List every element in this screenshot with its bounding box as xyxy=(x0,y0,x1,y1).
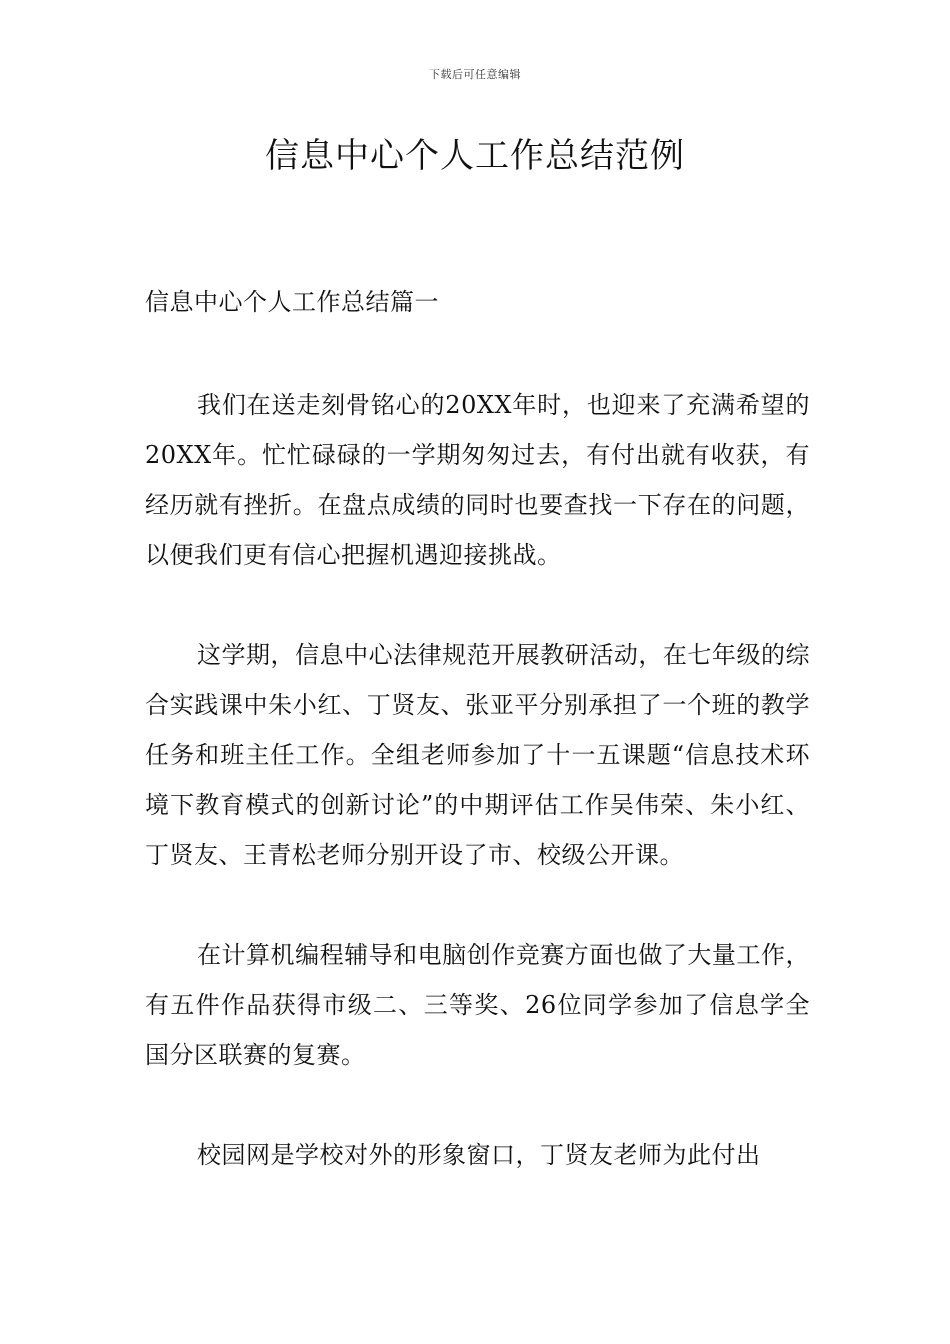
paragraph: 我们在送走刻骨铭心的20XX年时，也迎来了充满希望的20XX年。忙忙碌碌的一学期匆匆过去，有付出就有收获，有经历就有挫折。在盘点成绩的同时也要查找一下存在的问题，以便我们更有信心把握机遇迎接挑战。 xyxy=(145,391,810,569)
paragraph: 这学期，信息中心法律规范开展教研活动，在七年级的综合实践课中朱小红、丁贤友、张亚平分别承担了一个班的教学任务和班主任工作。全组老师参加了十一五课题“信息技术环境下教育模式的创新讨论”的中期评估工作吴伟荣、朱小红、丁贤友、王青松老师分别开设了市、校级公开课。 xyxy=(145,641,810,869)
document-title: 信息中心个人工作总结范例 xyxy=(265,136,685,176)
paragraph: 校园网是学校对外的形象窗口，丁贤友老师为此付出 xyxy=(197,1141,761,1169)
paragraph: 在计算机编程辅导和电脑创作竞赛方面也做了大量工作，有五件作品获得市级二、三等奖、26位同学参加了信息学全国分区联赛的复赛。 xyxy=(145,941,810,1069)
document-body xyxy=(145,282,810,1180)
header-note: 下载后可任意编辑 xyxy=(429,68,521,81)
section-heading: 信息中心个人工作总结篇一 xyxy=(145,288,439,316)
